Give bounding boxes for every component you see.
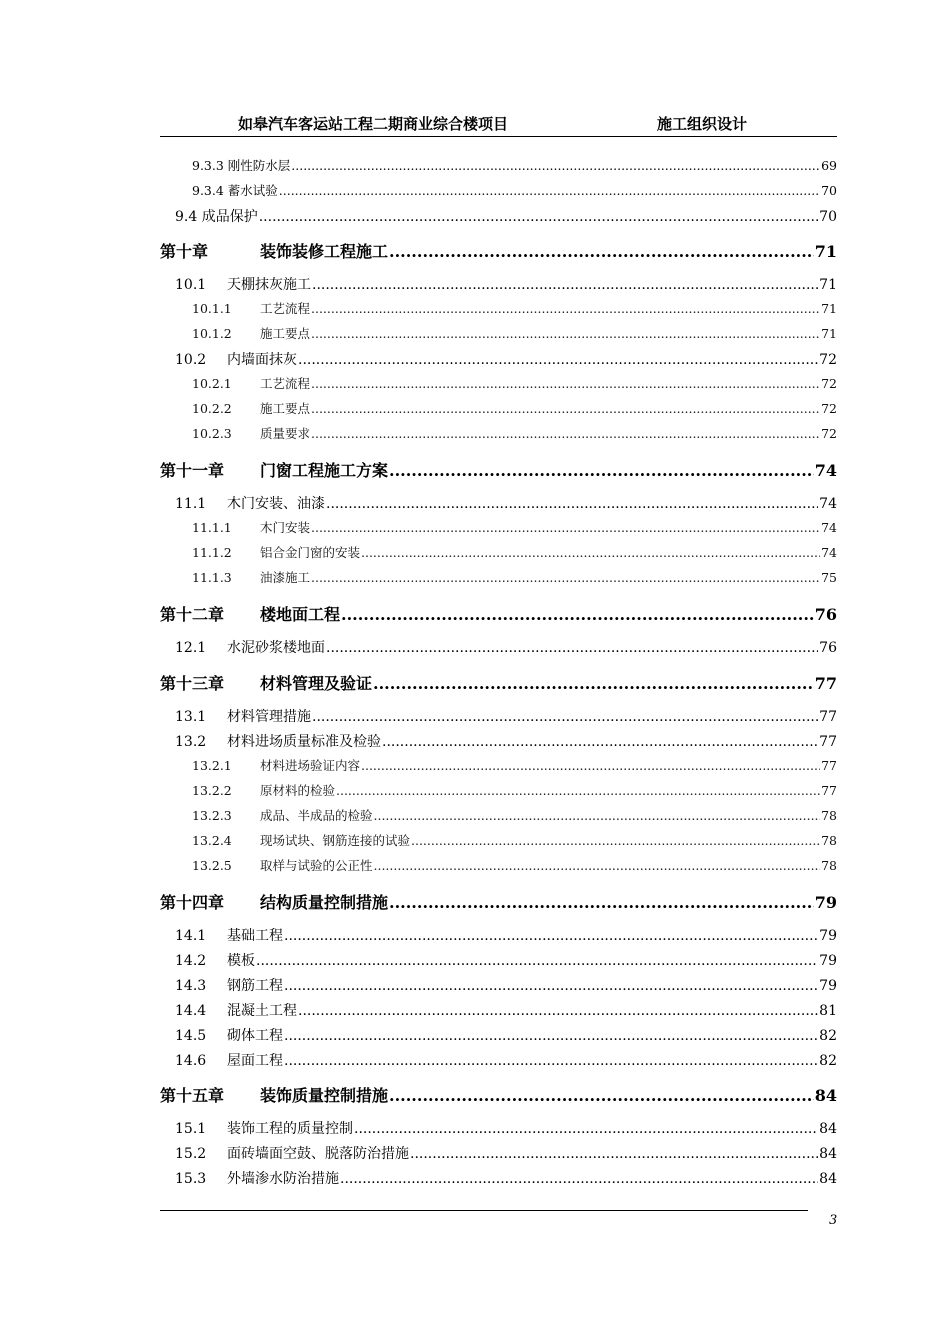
toc-entry-page: 71 — [821, 326, 837, 341]
toc-leader-dots — [279, 183, 820, 198]
toc-entry-title: 9.3.4 蓄水试验 — [192, 183, 278, 198]
toc-entry-page: 74 — [814, 461, 837, 480]
toc-entry[interactable] — [175, 706, 837, 726]
toc-entry-title: 取样与试验的公正性 — [260, 858, 373, 873]
toc-entry-number: 第十二章 — [160, 605, 225, 624]
toc-entry-page: 77 — [821, 758, 837, 773]
toc-leader-dots — [312, 277, 818, 293]
toc-entry-title: 工艺流程 — [260, 376, 311, 391]
toc-entry-number: 15.2 — [175, 1146, 207, 1162]
toc-entry-number: 第十四章 — [160, 893, 225, 912]
toc-entry-title: 面砖墙面空鼓、脱落防治措施 — [227, 1146, 409, 1162]
toc-entry-number: 14.3 — [175, 978, 207, 994]
toc-leader-dots — [389, 242, 814, 261]
toc-entry[interactable] — [160, 890, 837, 913]
toc-entry-title: 9.3.3 刚性防水层 — [192, 158, 291, 173]
toc-entry-page: 74 — [819, 496, 837, 512]
toc-entry-page: 76 — [819, 640, 837, 656]
toc-entry-number: 13.2.4 — [192, 833, 232, 848]
toc-entry-page: 76 — [814, 605, 837, 624]
toc-entry-page: 77 — [819, 734, 837, 750]
toc-entry[interactable] — [192, 781, 837, 799]
toc-entry-number: 13.2.1 — [192, 758, 232, 773]
toc-entry[interactable] — [175, 493, 837, 513]
toc-entry-number: 第十三章 — [160, 674, 225, 693]
toc-leader-dots — [311, 376, 820, 391]
toc-entry[interactable] — [175, 274, 837, 294]
toc-entry-number: 14.1 — [175, 928, 207, 944]
toc-entry-number: 11.1.3 — [192, 570, 232, 585]
toc-entry[interactable] — [175, 731, 837, 751]
toc-entry-page: 69 — [821, 158, 837, 173]
toc-entry-title: 屋面工程 — [227, 1053, 283, 1069]
toc-leader-dots — [373, 674, 814, 693]
toc-entry-page: 79 — [819, 928, 837, 944]
toc-entry[interactable] — [175, 975, 837, 995]
toc-entry-number: 11.1.1 — [192, 520, 232, 535]
toc-entry[interactable] — [175, 925, 837, 945]
page-number: 3 — [829, 1213, 838, 1228]
toc-entry[interactable] — [192, 299, 837, 317]
toc-entry[interactable] — [175, 1000, 837, 1020]
toc-leader-dots — [311, 301, 820, 316]
toc-leader-dots — [284, 1028, 818, 1044]
toc-entry-number: 13.2 — [175, 734, 207, 750]
toc-entry-number: 10.2.3 — [192, 426, 232, 441]
toc-entry-number: 12.1 — [175, 640, 207, 656]
toc-entry-title: 门窗工程施工方案 — [260, 461, 389, 480]
toc-leader-dots — [312, 709, 818, 725]
toc-entry-number: 10.2.1 — [192, 376, 232, 391]
toc-entry-page: 75 — [821, 570, 837, 585]
toc-leader-dots — [411, 833, 820, 848]
toc-leader-dots — [354, 1121, 818, 1137]
toc-leader-dots — [311, 326, 820, 341]
toc-entry-title: 现场试块、钢筋连接的试验 — [260, 833, 411, 848]
toc-entry-title: 成品、半成品的检验 — [260, 808, 373, 823]
toc-entry-number: 13.2.3 — [192, 808, 232, 823]
toc-entry[interactable] — [160, 458, 837, 481]
toc-leader-dots — [311, 570, 820, 585]
toc-entry-title: 木门安装 — [260, 520, 311, 535]
toc-entry-page: 72 — [821, 426, 837, 441]
toc-entry-title: 工艺流程 — [260, 301, 311, 316]
toc-entry-number: 13.2.2 — [192, 783, 232, 798]
toc-entry-page: 74 — [821, 545, 837, 560]
toc-entry[interactable] — [175, 1050, 837, 1070]
toc-entry-title: 装饰装修工程施工 — [260, 242, 389, 261]
toc-entry-title: 材料进场质量标准及检验 — [227, 734, 381, 750]
toc-entry[interactable] — [192, 156, 837, 174]
toc-entry-page: 72 — [821, 376, 837, 391]
toc-entry-title: 铝合金门窗的安装 — [260, 545, 361, 560]
toc-entry[interactable] — [192, 399, 837, 417]
toc-entry-title: 水泥砂浆楼地面 — [227, 640, 325, 656]
toc-entry-page: 77 — [819, 709, 837, 725]
toc-entry-title: 原材料的检验 — [260, 783, 336, 798]
toc-entry-page: 79 — [819, 953, 837, 969]
toc-entry[interactable] — [175, 1168, 837, 1188]
toc-leader-dots — [298, 1003, 818, 1019]
toc-entry-title: 模板 — [227, 953, 255, 969]
toc-entry-number: 11.1.2 — [192, 545, 232, 560]
toc-entry-page: 72 — [819, 352, 837, 368]
toc-entry-page: 81 — [819, 1003, 837, 1019]
toc-entry-title: 材料管理及验证 — [260, 674, 373, 693]
toc-entry-title: 油漆施工 — [260, 570, 311, 585]
toc-entry-title: 结构质量控制措施 — [260, 893, 389, 912]
toc-entry[interactable] — [192, 374, 837, 392]
toc-leader-dots — [410, 1146, 818, 1162]
toc-entry-title: 混凝土工程 — [227, 1003, 297, 1019]
toc-leader-dots — [340, 1171, 818, 1187]
toc-entry[interactable] — [160, 1083, 837, 1106]
toc-entry-title: 9.4 成品保护 — [175, 209, 258, 225]
toc-leader-dots — [389, 893, 814, 912]
toc-entry-title: 木门安装、油漆 — [227, 496, 325, 512]
toc-leader-dots — [341, 605, 814, 624]
toc-entry[interactable] — [192, 568, 837, 586]
toc-entry-number: 14.2 — [175, 953, 207, 969]
toc-leader-dots — [361, 545, 820, 560]
toc-entry-page: 78 — [821, 833, 837, 848]
toc-entry-page: 84 — [819, 1121, 837, 1137]
toc-leader-dots — [382, 734, 818, 750]
toc-entry-page: 79 — [814, 893, 837, 912]
toc-entry-page: 71 — [814, 242, 837, 261]
toc-entry-number: 14.4 — [175, 1003, 207, 1019]
toc-entry[interactable] — [192, 756, 837, 774]
toc-leader-dots — [389, 461, 814, 480]
toc-entry[interactable] — [160, 671, 837, 694]
toc-leader-dots — [374, 858, 821, 873]
toc-entry-page: 78 — [821, 858, 837, 873]
toc-entry[interactable] — [175, 1118, 837, 1138]
toc-leader-dots — [298, 352, 818, 368]
toc-entry-title: 材料进场验证内容 — [260, 758, 361, 773]
toc-entry-number: 10.1.2 — [192, 326, 232, 341]
toc-entry[interactable] — [175, 950, 837, 970]
toc-entry[interactable] — [175, 1143, 837, 1163]
toc-entry-page: 71 — [819, 277, 837, 293]
toc-entry-number: 13.1 — [175, 709, 207, 725]
toc-entry[interactable] — [175, 349, 837, 369]
toc-entry-page: 72 — [821, 401, 837, 416]
toc-entry[interactable] — [175, 1025, 837, 1045]
toc-entry-page: 79 — [819, 978, 837, 994]
toc-entry[interactable] — [192, 806, 837, 824]
toc-leader-dots — [389, 1086, 814, 1105]
toc-entry[interactable] — [192, 424, 837, 442]
toc-leader-dots — [311, 426, 820, 441]
toc-entry-number: 15.1 — [175, 1121, 207, 1137]
toc-entry-title: 楼地面工程 — [260, 605, 341, 624]
project-title: 如皋汽车客运站工程二期商业综合楼项目 — [238, 115, 509, 133]
toc-entry-page: 77 — [821, 783, 837, 798]
toc-entry-number: 10.2 — [175, 352, 207, 368]
toc-leader-dots — [311, 520, 820, 535]
toc-entry-title: 外墙渗水防治措施 — [227, 1171, 339, 1187]
toc-entry-title: 钢筋工程 — [227, 978, 283, 994]
toc-leader-dots — [374, 808, 821, 823]
toc-entry-page: 74 — [821, 520, 837, 535]
toc-entry-page: 82 — [819, 1053, 837, 1069]
toc-entry[interactable] — [192, 181, 837, 199]
toc-entry[interactable] — [192, 324, 837, 342]
toc-entry-number: 第十五章 — [160, 1086, 225, 1105]
toc-entry-page: 70 — [821, 183, 837, 198]
toc-entry[interactable] — [192, 856, 837, 874]
toc-entry[interactable] — [192, 543, 837, 561]
toc-entry-title: 装饰质量控制措施 — [260, 1086, 389, 1105]
toc-leader-dots — [284, 978, 818, 994]
toc-entry[interactable] — [175, 206, 837, 226]
toc-entry-page: 84 — [819, 1171, 837, 1187]
toc-entry[interactable] — [175, 637, 837, 657]
toc-entry-title: 内墙面抹灰 — [227, 352, 297, 368]
toc-entry[interactable] — [160, 602, 837, 625]
toc-entry-number: 13.2.5 — [192, 858, 232, 873]
toc-entry-page: 84 — [819, 1146, 837, 1162]
toc-leader-dots — [259, 209, 818, 225]
toc-entry-page: 84 — [814, 1086, 837, 1105]
toc-entry[interactable] — [160, 239, 837, 262]
toc-entry-title: 施工要点 — [260, 326, 311, 341]
toc-entry-number: 10.1.1 — [192, 301, 232, 316]
toc-entry-title: 天棚抹灰施工 — [227, 277, 311, 293]
toc-entry-page: 77 — [814, 674, 837, 693]
toc-entry-number: 14.6 — [175, 1053, 207, 1069]
page-header — [160, 114, 837, 137]
toc-leader-dots — [291, 158, 820, 173]
toc-entry-page: 82 — [819, 1028, 837, 1044]
footer-divider — [160, 1210, 808, 1211]
toc-entry-title: 质量要求 — [260, 426, 311, 441]
toc-entry-title: 施工要点 — [260, 401, 311, 416]
toc-leader-dots — [326, 640, 818, 656]
toc-entry-number: 第十一章 — [160, 461, 225, 480]
toc-entry-title: 材料管理措施 — [227, 709, 311, 725]
toc-entry-number: 10.1 — [175, 277, 207, 293]
toc-entry-number: 11.1 — [175, 496, 207, 512]
toc-leader-dots — [336, 783, 820, 798]
toc-entry-number: 10.2.2 — [192, 401, 232, 416]
toc-leader-dots — [256, 953, 818, 969]
toc-leader-dots — [361, 758, 820, 773]
document-title: 施工组织设计 — [657, 115, 748, 133]
toc-entry-number: 第十章 — [160, 242, 209, 261]
toc-entry-title: 装饰工程的质量控制 — [227, 1121, 353, 1137]
toc-entry-title: 基础工程 — [227, 928, 283, 944]
toc-entry[interactable] — [192, 518, 837, 536]
toc-entry-page: 71 — [821, 301, 837, 316]
toc-leader-dots — [311, 401, 820, 416]
toc-entry-title: 砌体工程 — [227, 1028, 283, 1044]
toc-entry-page: 78 — [821, 808, 837, 823]
toc-leader-dots — [284, 928, 818, 944]
toc-entry-page: 70 — [819, 209, 837, 225]
toc-leader-dots — [326, 496, 818, 512]
toc-entry-number: 14.5 — [175, 1028, 207, 1044]
toc-leader-dots — [284, 1053, 818, 1069]
toc-entry-number: 15.3 — [175, 1171, 207, 1187]
toc-entry[interactable] — [192, 831, 837, 849]
